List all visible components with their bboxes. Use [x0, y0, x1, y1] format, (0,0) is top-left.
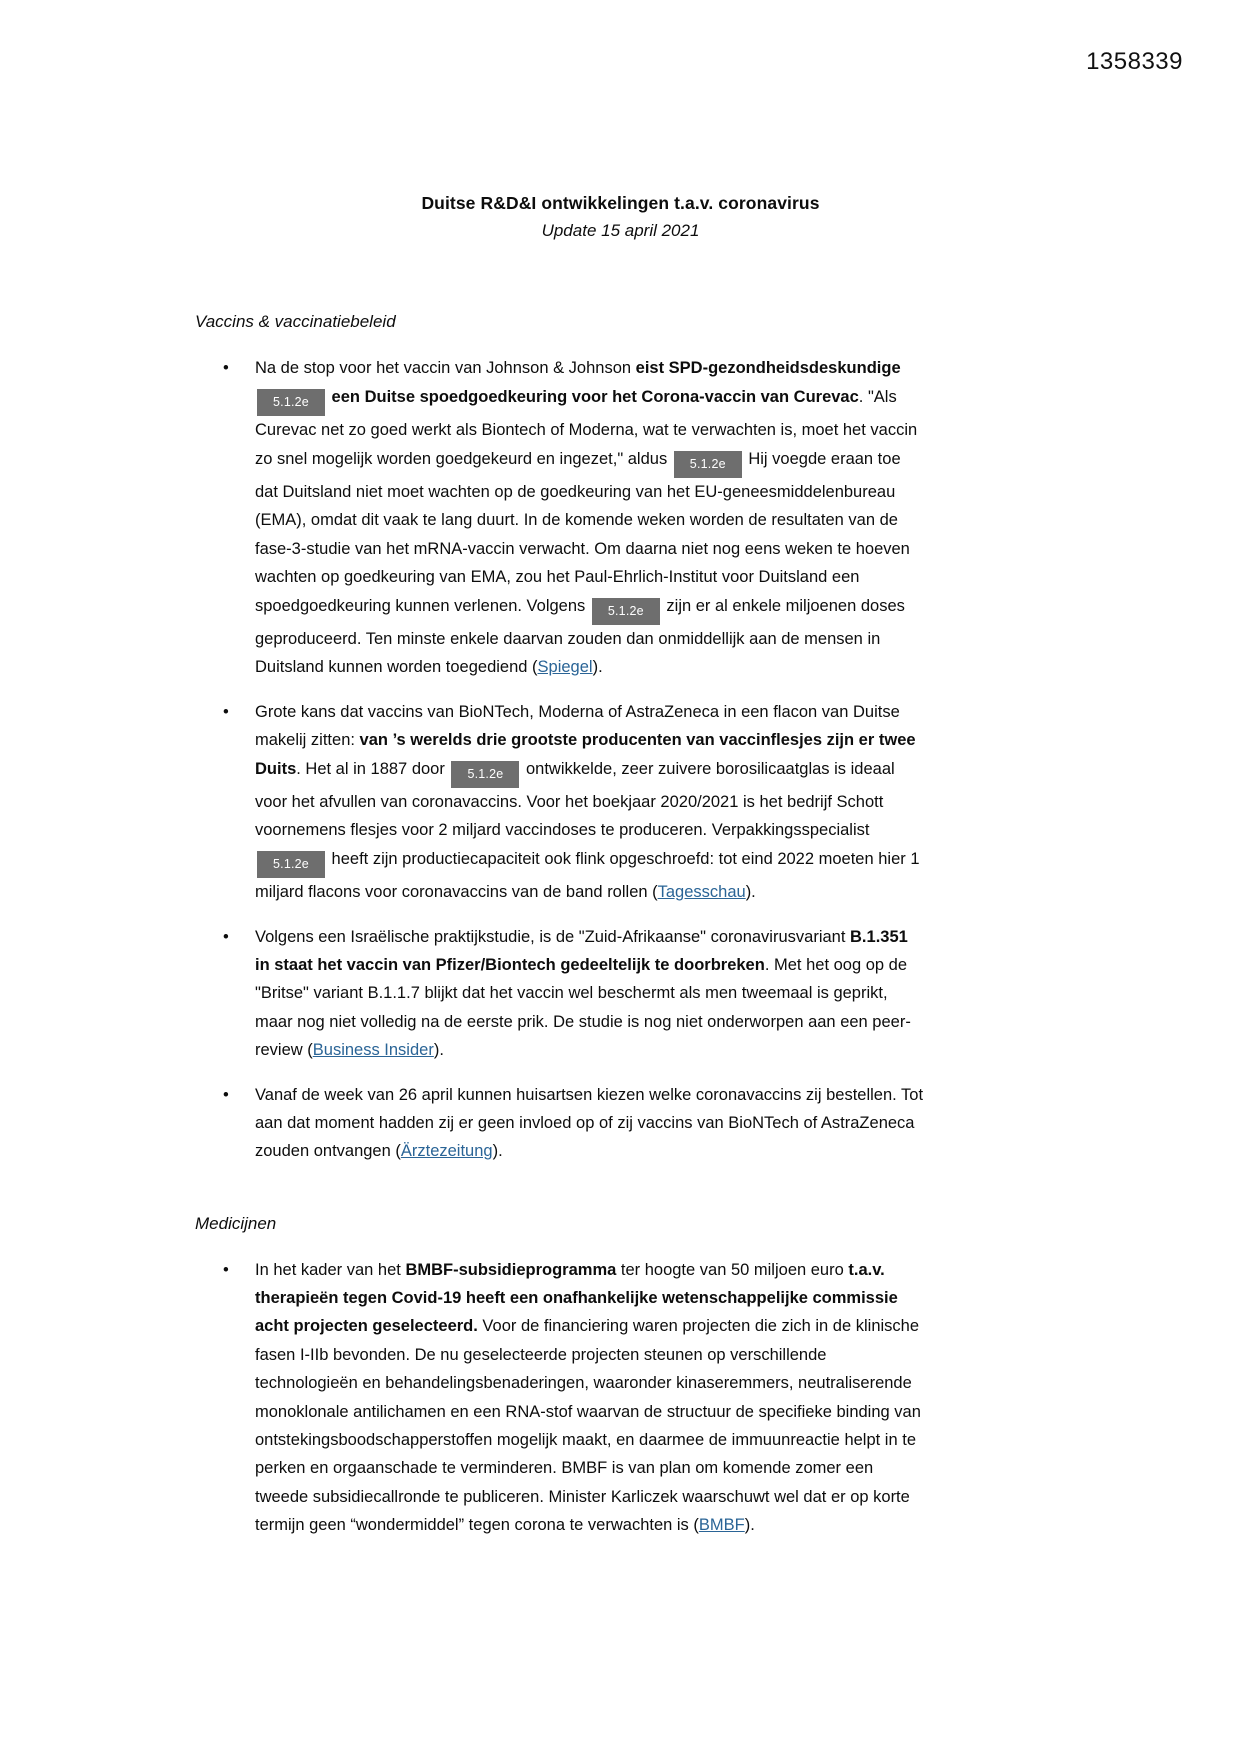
document-number: 1358339	[1086, 48, 1183, 75]
source-link[interactable]: Ärztezeitung	[400, 1142, 493, 1161]
body-text: Volgens een Israëlische praktijkstudie, is de "Zuid-Afrikaanse" coronavirusvariant	[255, 927, 851, 946]
body-text: Grote kans dat vaccins van BioNTech, Moderna of AstraZeneca in een flacon van Duitse makelij zitten:	[255, 702, 900, 750]
source-link[interactable]: Spiegel	[537, 658, 593, 677]
redaction-box: 5.1.2e	[257, 389, 325, 417]
bullet-dot-icon: •	[223, 1260, 229, 1279]
body-text: Vanaf de week van 26 april kunnen huisartsen kiezen welke coronavaccins zij bestellen. Tot aan dat moment hadden zij er geen invloed op of zij vaccins van BioNTech of AstraZeneca zouden ontvangen (	[255, 1085, 924, 1161]
body-text: ).	[745, 883, 756, 902]
document-subtitle: Update 15 april 2021	[541, 221, 700, 241]
emphasis-text: B.1.351 in staat het vaccin van Pfizer/Biontech gedeeltelijk te doorbreken	[255, 927, 908, 975]
body-text: . Met het oog op de "Britse" variant B.1.1.7 blijkt dat het vaccin wel beschermt als men tweemaal is geprikt, maar nog niet volledig na de eerste prik. De studie is nog niet onderworpen aan een peer-review (	[255, 956, 911, 1060]
body-text: Hij voegde eraan toe dat Duitsland niet moet wachten op de goedkeuring van het EU-geneesmiddelenbureau (EMA), omdat dit vaak te lang duurt. In de komende weken worden de resultaten van de fase-3-studie van het mRNA-vaccin verwacht. Om daarna niet nog eens weken te hoeven wachten op goedkeuring van EMA, zou het Paul-Ehrlich-Institut voor Duitsland een spoedgoedkeuring kunnen verlenen. Volgens	[255, 449, 910, 615]
bullet-list	[195, 354, 925, 1165]
bullet-dot-icon: •	[223, 927, 229, 946]
body-text: ).	[744, 1516, 755, 1535]
body-text: ).	[592, 658, 603, 677]
emphasis-text: eist SPD-gezondheidsdeskundige	[635, 359, 901, 378]
redaction-box: 5.1.2e	[451, 761, 519, 789]
emphasis-text: BMBF-subsidieprogramma	[405, 1260, 617, 1279]
title-block	[191, 190, 1051, 244]
document-title: Duitse R&D&I ontwikkelingen t.a.v. coronavirus	[421, 193, 820, 213]
bullet-dot-icon: •	[223, 359, 229, 378]
bullet-dot-icon: •	[223, 1085, 229, 1104]
bullet-dot-icon: •	[223, 702, 229, 721]
document-body	[195, 312, 925, 1539]
bullet-schott	[195, 698, 925, 907]
source-link[interactable]: BMBF	[698, 1516, 745, 1535]
document-content	[0, 190, 1241, 1539]
redaction-box: 5.1.2e	[674, 451, 742, 479]
body-text: ontwikkelde, zeer zuivere borosilicaatglas is ideaal voor het afvullen van coronavaccins. Voor het boekjaar 2020/2021 is het bedrijf Schott voornemens flesjes voor 2 miljard vaccindoses te produceren. Verpakkingsspecialist	[255, 759, 895, 840]
bullet-variant	[195, 923, 925, 1065]
emphasis-text: t.a.v. therapieën tegen Covid-19 heeft een onafhankelijke wetenschappelijke commissie acht projecten geselecteerd.	[255, 1260, 898, 1336]
bullet-huisartsen	[195, 1081, 925, 1166]
body-text: In het kader van het	[255, 1260, 406, 1279]
body-text: Voor de financiering waren projecten die zich in de klinische fasen I-IIb bevonden. De nu geselecteerde projecten steunen op verschillende technologieën en behandelingsbenaderingen, waaronder kinaseremmers, neutraliserende monoklonale antilichamen en een RNA-stof waarvan de structuur de specifieke binding van ontstekingsboodschapperstoffen mogelijk maakt, en daarmee de immuunreactie helpt in te perken en orgaanschade te verminderen. BMBF is van plan om komende zomer een tweede subsidiecallronde te publiceren. Minister Karliczek waarschuwt wel dat er op korte termijn geen “wondermiddel” tegen corona te verwachten is (	[255, 1317, 921, 1535]
redaction-box: 5.1.2e	[592, 598, 660, 626]
emphasis-text: een Duitse spoedgoedkeuring voor het Corona-vaccin van Curevac	[326, 387, 859, 406]
body-text: ter hoogte van 50 miljoen euro	[616, 1260, 849, 1279]
bullet-bmbf	[195, 1256, 925, 1540]
body-text: heeft zijn productiecapaciteit ook flink opgeschroefd: tot eind 2022 moeten hier 1 miljard flacons voor coronavaccins van de band rollen (	[255, 849, 920, 902]
emphasis-text: van ’s werelds drie grootste producenten van vaccinflesjes zijn er twee Duits	[255, 731, 916, 778]
section-heading: Vaccins & vaccinatiebeleid	[195, 312, 396, 332]
bullet-curevac	[195, 354, 925, 682]
body-text: zijn er al enkele miljoenen doses geproduceerd. Ten minste enkele daarvan zouden dan onmiddellijk aan de mensen in Duitsland kunnen worden toegediend (	[255, 596, 905, 677]
source-link[interactable]: Tagesschau	[657, 883, 746, 902]
body-text: . Het al in 1887 door	[296, 759, 450, 778]
section-heading: Medicijnen	[195, 1213, 277, 1233]
body-text: Na de stop voor het vaccin van Johnson & Johnson	[255, 359, 636, 378]
body-text: . "Als Curevac net zo goed werkt als Biontech of Moderna, wat te verwachten is, moet het vaccin zo snel mogelijk worden goedgekeurd en ingezet," aldus	[255, 387, 918, 468]
bullet-list	[195, 1256, 925, 1540]
body-text: ).	[492, 1142, 503, 1161]
source-link[interactable]: Business Insider	[312, 1041, 434, 1060]
body-text: ).	[433, 1041, 444, 1060]
redaction-box: 5.1.2e	[257, 851, 325, 879]
